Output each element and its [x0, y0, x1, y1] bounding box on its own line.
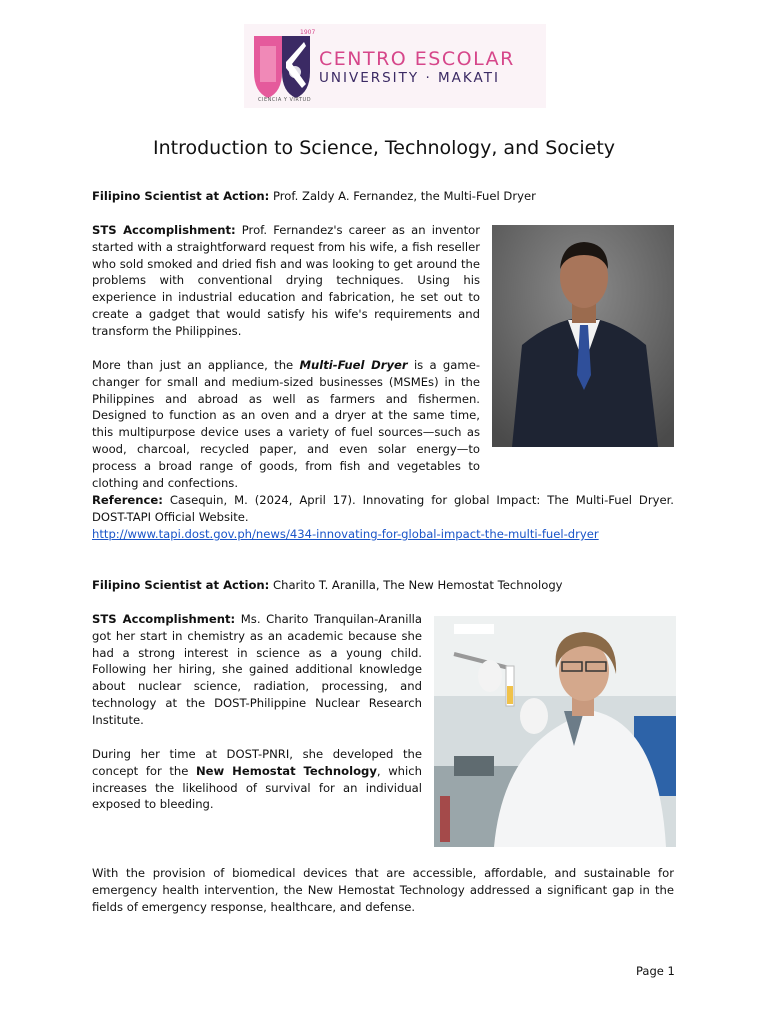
aranilla-photo: [434, 616, 676, 847]
section2-desc-before: During her time at DOST-PNRI, she developed the concept for the: [92, 747, 422, 778]
section1-desc-before: More than just an appliance, the: [92, 358, 300, 372]
crest-icon: [250, 32, 314, 100]
logo-name: CENTRO ESCOLAR: [319, 48, 515, 70]
section2-desc-after: , which increases the likelihood of survival for an individual exposed to bleeding.: [92, 763, 422, 812]
section1-heading: [92, 188, 676, 205]
university-logo: [244, 24, 546, 108]
logo-motto: CIENCIA Y VIRTUD: [258, 97, 312, 103]
section1-reference: [92, 492, 674, 526]
new-hemostat-term: New Hemostat Technology: [195, 763, 377, 778]
section2-accomplishment-label: STS Accomplishment:: [92, 612, 236, 626]
logo-campus: UNIVERSITY · MAKATI: [319, 70, 500, 86]
reference-label: Reference:: [92, 493, 163, 507]
page-title: Introduction to Science, Technology, and Society: [152, 137, 616, 159]
page-number: Page 1: [636, 964, 675, 978]
section2-heading-text: Charito T. Aranilla, The New Hemostat Technology: [269, 578, 563, 592]
section1-accomplishment-text: Prof. Fernandez's career as an inventor started with a straightforward request from his wife, a fish reseller who sold smoked and dried fish and was looking to get around the problems with conventional drying techniques. Using his experience in industrial education and fabrication, he set out to create a gadget that would satisfy his wife's requirements and transform the Philippines.: [92, 223, 481, 338]
section1-heading-label: Filipino Scientist at Action:: [92, 189, 270, 203]
section1-accomplishment: [92, 222, 480, 340]
section2-heading-label: Filipino Scientist at Action:: [92, 578, 270, 592]
reference-link-line: [92, 526, 674, 543]
section1-description: [92, 357, 480, 491]
section2-accomplishment: [92, 611, 422, 729]
section1-heading-text: Prof. Zaldy A. Fernandez, the Multi-Fuel Dryer: [269, 189, 536, 203]
section1-desc-after: is a game-changer for small and medium-sized businesses (MSMEs) in the Philippines and abroad as well as farmers and fishermen. Designed to function as an oven and a dryer at the same time, this multipurpose device uses a variety of fuel sources—such as wood, charcoal, recycled paper, and even solar energy—to process a broad range of goods, from fish and vegetables to clothing and confections.: [92, 358, 481, 490]
multi-fuel-dryer-term: Multi-Fuel Dryer: [299, 358, 408, 372]
section2-accomplishment-text: Ms. Charito Tranquilan-Aranilla got her start in chemistry as an academic because she had a strong interest in science as a young child. Following her hiring, she gained additional knowledge about nuclear science, radiation, processing, and technology at the DOST-Philippine Nuclear Research Institute.: [92, 612, 422, 727]
section2-description: [92, 746, 422, 813]
scientist-lab-image: [434, 616, 676, 847]
fernandez-photo: [492, 225, 674, 447]
section1-accomplishment-label: STS Accomplishment:: [92, 223, 236, 237]
reference-text: Casequin, M. (2024, April 17). Innovating for global Impact: The Multi-Fuel Dryer. DOST-TAPI Official Website.: [92, 493, 674, 524]
section2-conclusion: With the provision of biomedical devices that are accessible, affordable, and sustainable for emergency health intervention, the New Hemostat Technology addressed a significant gap in the fields of emergency response, healthcare, and defense.: [92, 866, 674, 914]
reference-link[interactable]: http://www.tapi.dost.gov.ph/news/434-innovating-for-global-impact-the-multi-fuel-dryer: [92, 527, 599, 541]
section2-heading: [92, 577, 676, 594]
logo-year: 1907: [300, 29, 316, 36]
portrait-man-image: [492, 225, 674, 447]
